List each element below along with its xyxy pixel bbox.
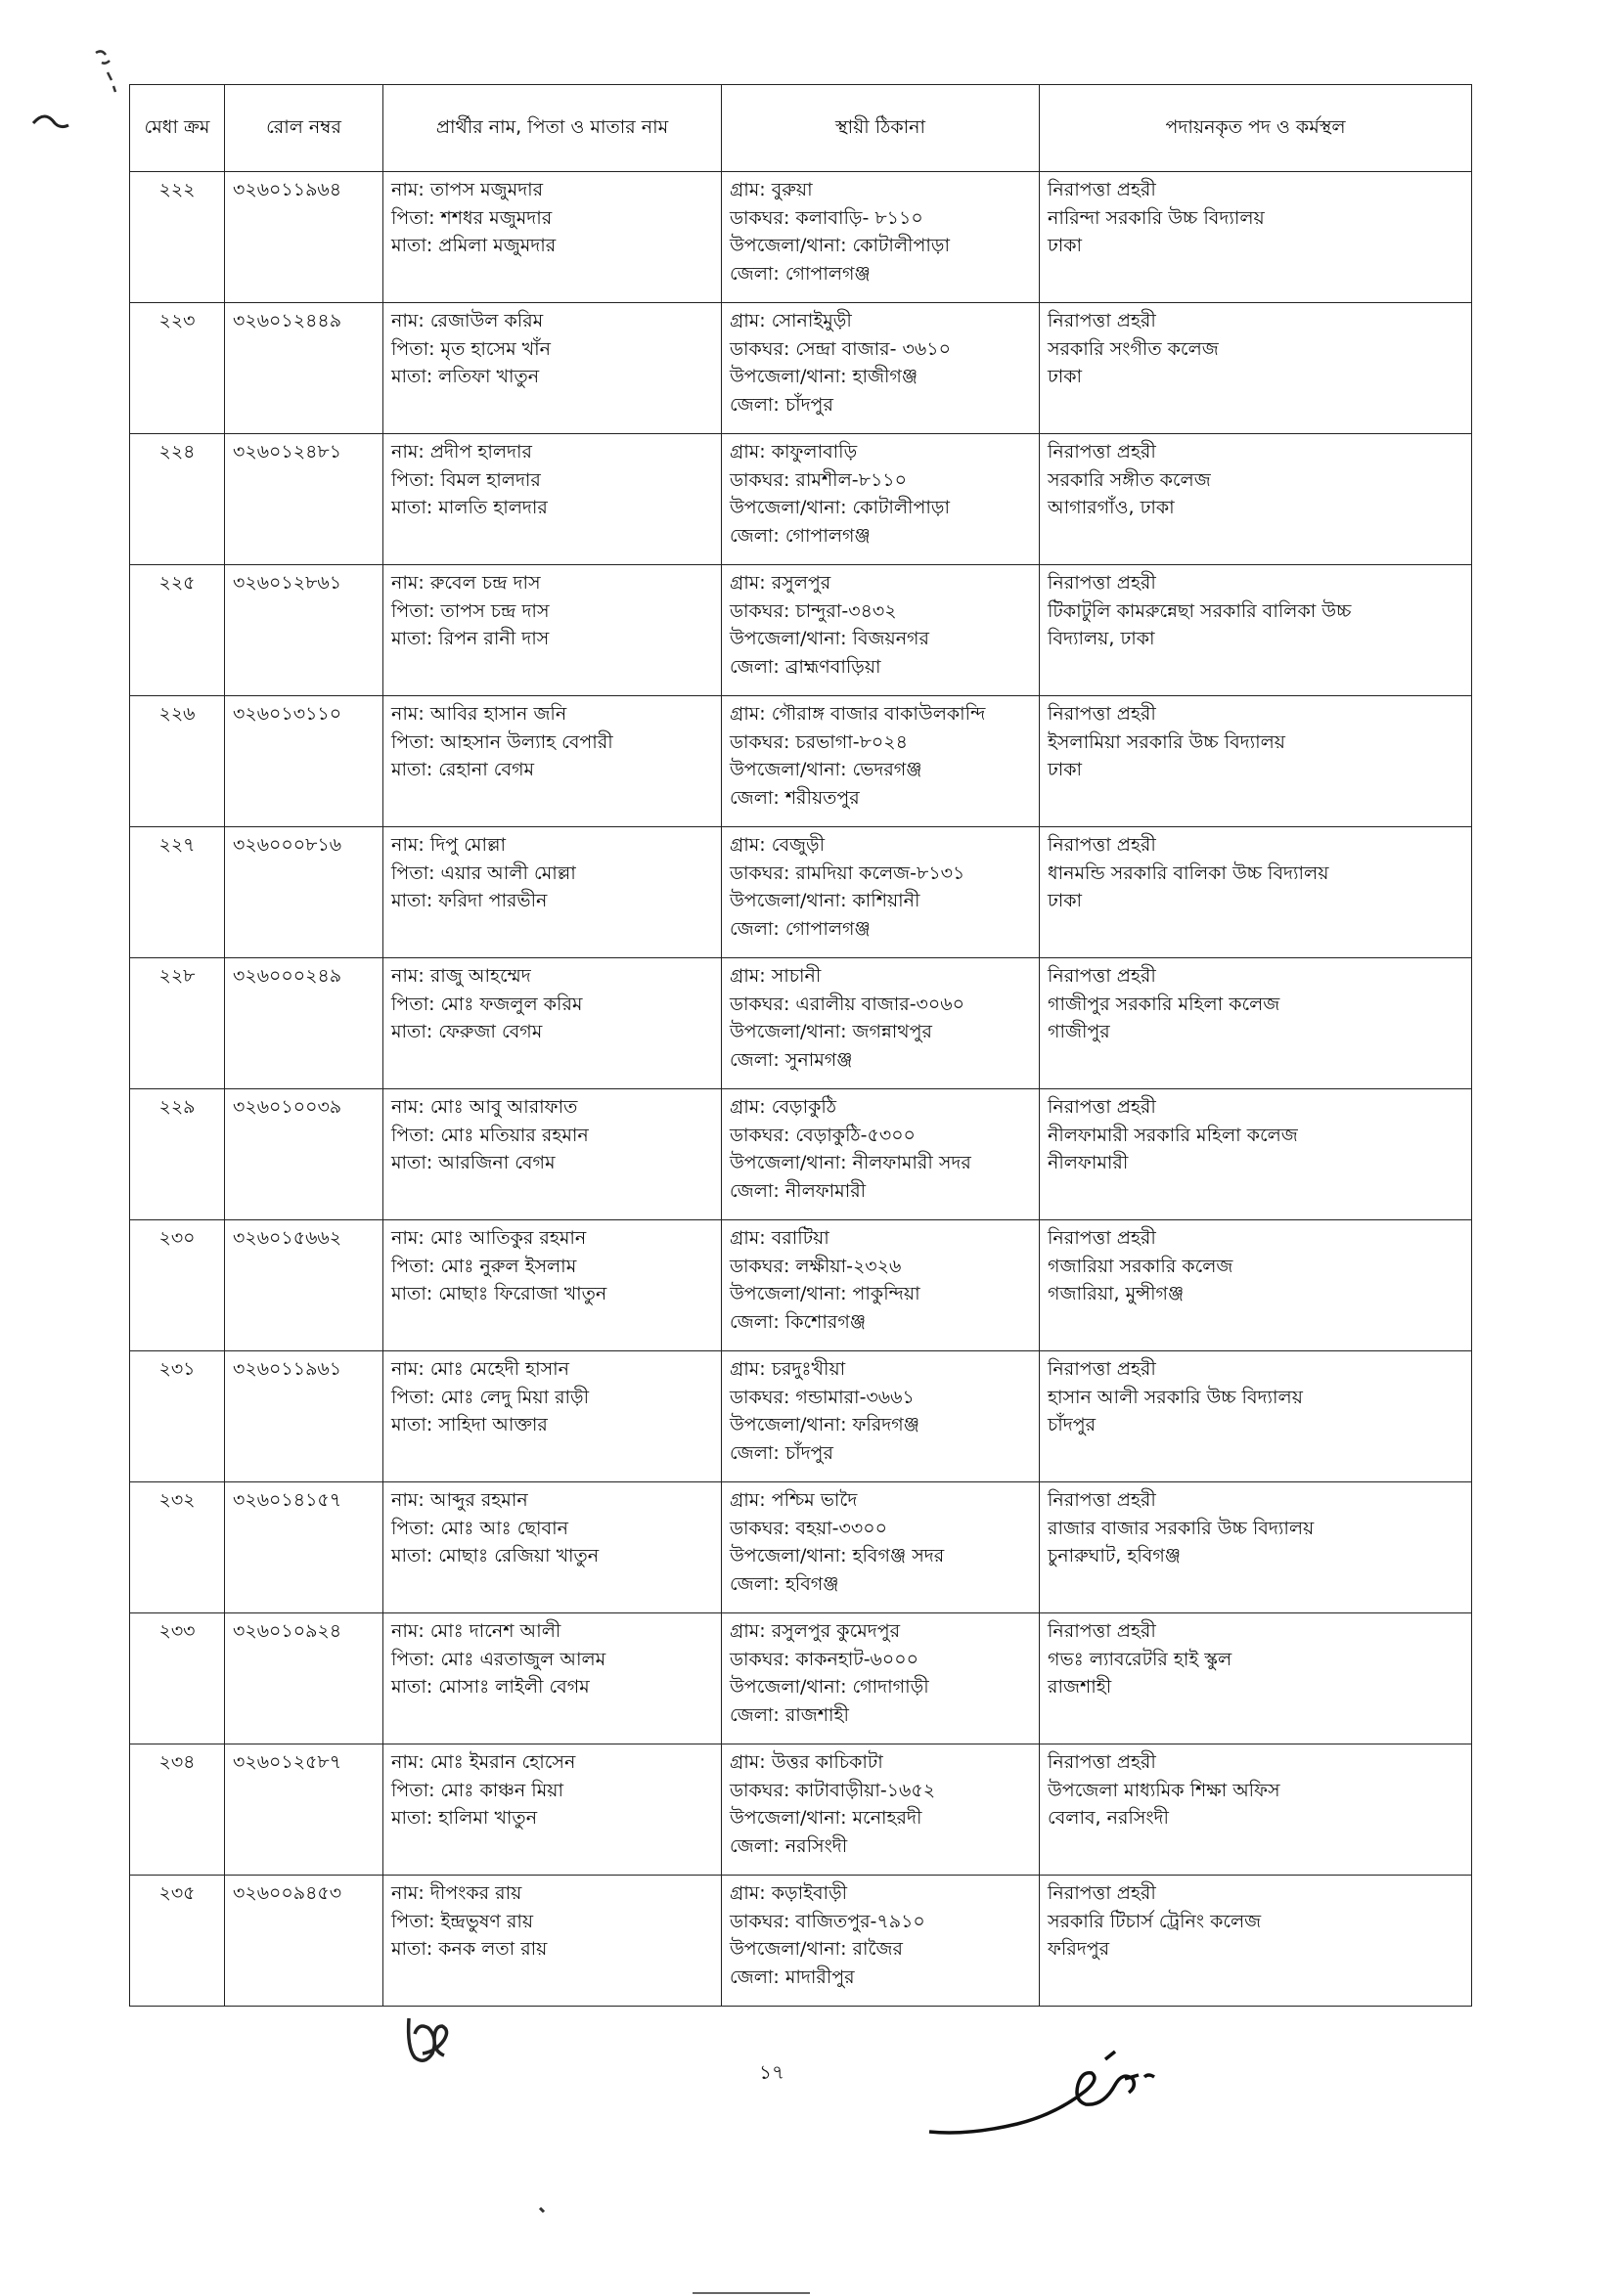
address-cell (722, 1744, 1040, 1876)
address-line: উপজেলা/থানা: কাশিয়ানী (730, 890, 920, 911)
address-cell (722, 434, 1040, 565)
posting-line: নিরাপত্তা প্রহরী (1048, 310, 1156, 331)
name-line: পিতা: তাপস চন্দ্র দাস (391, 599, 550, 622)
address-cell (722, 565, 1040, 696)
table-row (130, 1220, 1472, 1351)
address-line: গ্রাম: বুরুয়া (730, 179, 813, 200)
roll-cell: ৩২৬০১৪১৫৭ (225, 1482, 383, 1613)
table-row (130, 434, 1472, 565)
corner-handwriting-mark (96, 51, 115, 92)
address-line: ডাকঘর: লক্ষীয়া-২৩২৬ (730, 1255, 902, 1277)
posting-line: বিদ্যালয়, ঢাকা (1048, 628, 1155, 649)
address-line: ডাকঘর: রামশীল-৮১১০ (730, 468, 907, 491)
address-line: জেলা: চাঁদপুর (730, 1441, 833, 1464)
address-line: ডাকঘর: কলাবাড়ি- ৮১১০ (730, 206, 923, 229)
table-row (130, 1876, 1472, 2007)
name-line: মাতা: রিপন রানী দাস (391, 628, 550, 649)
candidate-name-cell (383, 434, 722, 565)
table-row (130, 1089, 1472, 1220)
posting-line: ঢাকা (1048, 890, 1083, 911)
page-number: ১৭ (759, 2060, 784, 2084)
initials-signature (409, 2018, 447, 2060)
name-line: নাম: আবির হাসান জনি (391, 703, 567, 725)
posting-line: গাজীপুর সরকারি মহিলা কলেজ (1048, 993, 1280, 1015)
name-line: মাতা: লতিফা খাতুন (391, 366, 540, 387)
address-line: উপজেলা/থানা: নীলফামারী সদর (730, 1152, 971, 1173)
posting-line: ফরিদপুর (1048, 1938, 1110, 1960)
candidate-name-cell (383, 696, 722, 827)
name-line: পিতা: বিমল হালদার (391, 468, 541, 491)
name-line: নাম: তাপস মজুমদার (391, 179, 544, 200)
posting-cell (1040, 958, 1472, 1089)
margin-tick-mark (33, 116, 68, 127)
address-line: জেলা: সুনামগঞ্জ (730, 1048, 853, 1071)
name-line: নাম: রাজু আহম্মেদ (391, 965, 531, 987)
posting-line: নিরাপত্তা প্রহরী (1048, 1358, 1156, 1380)
name-line: পিতা: মোঃ নুরুল ইসলাম (391, 1255, 577, 1277)
posting-line: নীলফামারী (1048, 1152, 1129, 1173)
merit-cell: ২২৯ (130, 1089, 225, 1220)
officer-signature (929, 2052, 1154, 2133)
candidate-name-cell (383, 958, 722, 1089)
address-cell (722, 1351, 1040, 1482)
posting-line: নিরাপত্তা প্রহরী (1048, 441, 1156, 463)
posting-cell (1040, 303, 1472, 434)
merit-cell: ২২৩ (130, 303, 225, 434)
name-line: মাতা: প্রমিলা মজুমদার (391, 235, 557, 256)
name-line: পিতা: মোঃ আঃ ছোবান (391, 1517, 568, 1539)
posting-line: নিরাপত্তা প্রহরী (1048, 1882, 1156, 1904)
name-line: পিতা: ইন্দ্রভুষণ রায় (391, 1910, 534, 1932)
address-line: গ্রাম: বেড়াকুঠি (730, 1096, 836, 1118)
header-posting: পদায়নকৃত পদ ও কর্মস্থল (1040, 85, 1472, 172)
address-line: উপজেলা/থানা: ফরিদগঞ্জ (730, 1414, 919, 1435)
name-line: পিতা: আহসান উল্যাহ বেপারী (391, 730, 613, 753)
candidate-name-cell (383, 1220, 722, 1351)
posting-line: বেলাব, নরসিংদী (1048, 1807, 1169, 1829)
posting-line: নিরাপত্তা প্রহরী (1048, 572, 1156, 594)
address-line: জেলা: গোপালগঞ্জ (730, 917, 871, 940)
table-row (130, 303, 1472, 434)
roll-cell: ৩২৬০১০০৩৯ (225, 1089, 383, 1220)
address-cell (722, 172, 1040, 303)
table-row (130, 1482, 1472, 1613)
posting-line: ঢাকা (1048, 235, 1083, 256)
name-line: মাতা: মোসাঃ লাইলী বেগম (391, 1676, 590, 1698)
posting-cell (1040, 696, 1472, 827)
posting-cell (1040, 434, 1472, 565)
posting-line: নিরাপত্তা প্রহরী (1048, 1489, 1156, 1511)
merit-cell: ২২৬ (130, 696, 225, 827)
name-line: মাতা: কনক লতা রায় (391, 1938, 548, 1960)
name-line: নাম: মোঃ আতিকুর রহমান (391, 1227, 587, 1249)
posting-cell (1040, 1613, 1472, 1744)
roll-cell: ৩২৬০১০৯২৪ (225, 1613, 383, 1744)
address-line: উপজেলা/থানা: হাজীগঞ্জ (730, 366, 918, 387)
posting-line: নিরাপত্তা প্রহরী (1048, 179, 1156, 200)
name-line: মাতা: সাহিদা আক্তার (391, 1414, 548, 1435)
address-line: উপজেলা/থানা: ভেদরগঞ্জ (730, 759, 922, 780)
address-line: গ্রাম: বেজুড়ী (730, 834, 826, 856)
address-line: উপজেলা/থানা: গোদাগাড়ী (730, 1676, 929, 1698)
table-row (130, 827, 1472, 958)
candidate-name-cell (383, 565, 722, 696)
posting-line: চুনারুঘাট, হবিগঞ্জ (1048, 1545, 1182, 1567)
candidate-name-cell (383, 1351, 722, 1482)
address-line: জেলা: হবিগঞ্জ (730, 1572, 839, 1595)
merit-cell: ২২৫ (130, 565, 225, 696)
posting-line: নারিন্দা সরকারি উচ্চ বিদ্যালয় (1048, 206, 1265, 229)
posting-line: গজারিয়া, মুন্সীগঞ্জ (1048, 1283, 1185, 1304)
roll-cell: ৩২৬০১২৮৬১ (225, 565, 383, 696)
posting-cell (1040, 1744, 1472, 1876)
address-cell (722, 1220, 1040, 1351)
merit-cell: ২৩২ (130, 1482, 225, 1613)
roll-cell: ৩২৬০১২৪৮১ (225, 434, 383, 565)
name-line: পিতা: এয়ার আলী মোল্লা (391, 861, 576, 884)
bottom-dot (540, 2208, 544, 2212)
posting-line: সরকারি সঙ্গীত কলেজ (1048, 468, 1211, 491)
address-line: ডাকঘর: সেন্দ্রা বাজার- ৩৬১০ (730, 337, 951, 360)
address-line: ডাকঘর: গন্ডামারা-৩৬৬১ (730, 1386, 915, 1408)
address-line: ডাকঘর: চরভাগা-৮০২৪ (730, 730, 908, 753)
address-cell (722, 958, 1040, 1089)
posting-cell (1040, 827, 1472, 958)
address-line: উপজেলা/থানা: বিজয়নগর (730, 628, 929, 649)
merit-cell: ২৩৫ (130, 1876, 225, 2007)
candidate-name-cell (383, 1744, 722, 1876)
merit-cell: ২৩৪ (130, 1744, 225, 1876)
address-line: উপজেলা/থানা: পাকুন্দিয়া (730, 1283, 920, 1304)
address-line: জেলা: ব্রাহ্মণবাড়িয়া (730, 655, 881, 678)
posting-line: নিরাপত্তা প্রহরী (1048, 1751, 1156, 1773)
table-row (130, 1351, 1472, 1482)
address-line: জেলা: চাঁদপুর (730, 393, 833, 416)
posting-cell (1040, 1089, 1472, 1220)
address-line: জেলা: শরীয়তপুর (730, 786, 860, 809)
address-cell (722, 1482, 1040, 1613)
name-line: মাতা: মালতি হালদার (391, 497, 548, 518)
address-line: জেলা: রাজশাহী (730, 1703, 849, 1726)
roll-cell: ৩২৬০০০৮১৬ (225, 827, 383, 958)
address-cell (722, 1613, 1040, 1744)
address-cell (722, 303, 1040, 434)
address-line: ডাকঘর: কাটাবাড়ীয়া-১৬৫২ (730, 1779, 936, 1801)
name-line: নাম: দিপু মোল্লা (391, 834, 506, 856)
merit-cell: ২৩০ (130, 1220, 225, 1351)
name-line: নাম: দীপংকর রায় (391, 1882, 522, 1904)
name-line: পিতা: মোঃ ফজলুল করিম (391, 993, 583, 1015)
posting-cell (1040, 1876, 1472, 2007)
header-name: প্রার্থীর নাম, পিতা ও মাতার নাম (383, 85, 722, 172)
name-line: পিতা: মোঃ লেদু মিয়া রাড়ী (391, 1386, 590, 1408)
roll-cell: ৩২৬০১১৯৬৪ (225, 172, 383, 303)
address-line: জেলা: কিশোরগঞ্জ (730, 1310, 867, 1333)
posting-line: গভঃ ল্যাবরেটরি হাই স্কুল (1048, 1648, 1232, 1670)
candidate-name-cell (383, 303, 722, 434)
address-line: ডাকঘর: রামদিয়া কলেজ-৮১৩১ (730, 861, 965, 884)
address-line: জেলা: নরসিংদী (730, 1834, 848, 1857)
merit-cell: ২২৮ (130, 958, 225, 1089)
name-line: মাতা: হালিমা খাতুন (391, 1807, 538, 1829)
address-line: ডাকঘর: বাজিতপুর-৭৯১০ (730, 1910, 925, 1932)
address-line: উপজেলা/থানা: জগন্নাথপুর (730, 1021, 932, 1042)
posting-line: চাঁদপুর (1048, 1414, 1097, 1435)
posting-line: রাজশাহী (1048, 1676, 1112, 1698)
candidate-name-cell (383, 1089, 722, 1220)
name-line: নাম: মোঃ দানেশ আলী (391, 1620, 561, 1642)
address-line: গ্রাম: উত্তর কাচিকাটা (730, 1751, 883, 1773)
table-header-row (130, 85, 1472, 172)
posting-cell (1040, 1220, 1472, 1351)
address-line: উপজেলা/থানা: মনোহরদী (730, 1807, 922, 1829)
header-address: স্থায়ী ঠিকানা (722, 85, 1040, 172)
merit-cell: ২৩১ (130, 1351, 225, 1482)
name-line: নাম: আব্দুর রহমান (391, 1489, 528, 1511)
address-line: উপজেলা/থানা: কোটালীপাড়া (730, 497, 950, 518)
posting-cell (1040, 565, 1472, 696)
name-line: পিতা: মোঃ মতিয়ার রহমান (391, 1124, 589, 1146)
posting-line: গাজীপুর (1048, 1021, 1110, 1042)
address-line: ডাকঘর: বেড়াকুঠি-৫৩০০ (730, 1124, 916, 1146)
address-line: গ্রাম: কড়াইবাড়ী (730, 1882, 848, 1904)
table-row (130, 1613, 1472, 1744)
merit-cell: ২২২ (130, 172, 225, 303)
posting-line: ইসলামিয়া সরকারি উচ্চ বিদ্যালয় (1048, 730, 1286, 753)
address-cell (722, 1876, 1040, 2007)
address-line: ডাকঘর: এরালীয় বাজার-৩০৬০ (730, 993, 964, 1015)
address-line: জেলা: নীলফামারী (730, 1179, 867, 1202)
table-row (130, 172, 1472, 303)
name-line: নাম: মোঃ আবু আরাফাত (391, 1096, 578, 1118)
name-line: মাতা: মোছাঃ রেজিয়া খাতুন (391, 1545, 600, 1567)
roll-cell: ৩২৬০১১৯৬১ (225, 1351, 383, 1482)
candidate-name-cell (383, 1613, 722, 1744)
address-line: গ্রাম: পশ্চিম ভাদৈ (730, 1489, 858, 1511)
posting-line: নিরাপত্তা প্রহরী (1048, 1620, 1156, 1642)
name-line: নাম: মোঃ ইমরান হোসেন (391, 1751, 576, 1773)
posting-line: আগারগাঁও, ঢাকা (1048, 497, 1175, 518)
address-line: জেলা: গোপালগঞ্জ (730, 262, 871, 285)
table-row (130, 696, 1472, 827)
name-line: নাম: রেজাউল করিম (391, 310, 544, 331)
name-line: মাতা: রেহানা বেগম (391, 759, 535, 780)
posting-line: সরকারি সংগীত কলেজ (1048, 337, 1219, 360)
name-line: পিতা: মোঃ এরতাজুল আলম (391, 1648, 606, 1670)
posting-line: হাসান আলী সরকারি উচ্চ বিদ্যালয় (1048, 1386, 1303, 1408)
address-line: উপজেলা/থানা: হবিগঞ্জ সদর (730, 1545, 945, 1567)
address-cell (722, 1089, 1040, 1220)
roll-cell: ৩২৬০১৫৬৬২ (225, 1220, 383, 1351)
header-roll: রোল নম্বর (225, 85, 383, 172)
name-line: মাতা: ফরিদা পারভীন (391, 890, 548, 911)
posting-line: ঢাকা (1048, 759, 1083, 780)
address-line: ডাকঘর: কাকনহাট-৬০০০ (730, 1648, 918, 1670)
address-line: গ্রাম: রসুলপুর (730, 572, 831, 594)
candidate-name-cell (383, 827, 722, 958)
posting-line: নিরাপত্তা প্রহরী (1048, 1096, 1156, 1118)
name-line: মাতা: আরজিনা বেগম (391, 1152, 556, 1173)
address-line: জেলা: মাদারীপুর (730, 1965, 855, 1988)
table-row (130, 958, 1472, 1089)
address-cell (722, 827, 1040, 958)
address-line: উপজেলা/থানা: কোটালীপাড়া (730, 235, 950, 256)
roll-cell: ৩২৬০০৯৪৫৩ (225, 1876, 383, 2007)
posting-line: রাজার বাজার সরকারি উচ্চ বিদ্যালয় (1048, 1517, 1315, 1539)
name-line: নাম: প্রদীপ হালদার (391, 441, 532, 463)
posting-line: উপজেলা মাধ্যমিক শিক্ষা অফিস (1048, 1779, 1280, 1801)
posting-line: ধানমন্ডি সরকারি বালিকা উচ্চ বিদ্যালয় (1048, 861, 1329, 884)
address-line: ডাকঘর: চান্দুরা-৩৪৩২ (730, 599, 897, 622)
address-line: গ্রাম: বরাটিয়া (730, 1227, 829, 1249)
address-line: উপজেলা/থানা: রাজৈর (730, 1938, 903, 1960)
candidate-name-cell (383, 1482, 722, 1613)
name-line: পিতা: মোঃ কাঞ্চন মিয়া (391, 1779, 563, 1801)
address-cell (722, 696, 1040, 827)
roll-cell: ৩২৬০১২৪৪৯ (225, 303, 383, 434)
posting-line: টিকাটুলি কামরুন্নেছা সরকারি বালিকা উচ্চ (1048, 599, 1352, 622)
name-line: মাতা: ফেরুজা বেগম (391, 1021, 543, 1042)
merit-cell: ২২৪ (130, 434, 225, 565)
results-table (129, 84, 1472, 2007)
address-line: গ্রাম: রসুলপুর কুমেদপুর (730, 1620, 901, 1642)
posting-line: নিরাপত্তা প্রহরী (1048, 834, 1156, 856)
posting-cell (1040, 172, 1472, 303)
posting-line: গজারিয়া সরকারি কলেজ (1048, 1255, 1233, 1277)
address-line: গ্রাম: কাফুলাবাড়ি (730, 441, 858, 463)
address-line: গ্রাম: গৌরাঙ্গ বাজার বাকাউলকান্দি (730, 703, 986, 725)
address-line: ডাকঘর: বহয়া-৩৩০০ (730, 1517, 887, 1539)
posting-cell (1040, 1351, 1472, 1482)
name-line: নাম: মোঃ মেহেদী হাসান (391, 1358, 570, 1380)
name-line: পিতা: মৃত হাসেম খাঁন (391, 337, 551, 360)
posting-cell (1040, 1482, 1472, 1613)
posting-line: নিরাপত্তা প্রহরী (1048, 965, 1156, 987)
candidate-name-cell (383, 172, 722, 303)
address-line: গ্রাম: চরদুঃখীয়া (730, 1358, 846, 1380)
name-line: মাতা: মোছাঃ ফিরোজা খাতুন (391, 1283, 607, 1304)
name-line: নাম: রুবেল চন্দ্র দাস (391, 572, 541, 594)
name-line: পিতা: শশধর মজুমদার (391, 206, 553, 229)
candidate-name-cell (383, 1876, 722, 2007)
roll-cell: ৩২৬০১২৫৮৭ (225, 1744, 383, 1876)
address-line: গ্রাম: সাচানী (730, 965, 822, 987)
address-line: জেলা: গোপালগঞ্জ (730, 524, 871, 547)
posting-line: নীলফামারী সরকারি মহিলা কলেজ (1048, 1124, 1298, 1146)
roll-cell: ৩২৬০০০২৪৯ (225, 958, 383, 1089)
merit-cell: ২২৭ (130, 827, 225, 958)
posting-line: সরকারি টিচার্স ট্রেনিং কলেজ (1048, 1910, 1262, 1932)
roll-cell: ৩২৬০১৩১১০ (225, 696, 383, 827)
table-row (130, 565, 1472, 696)
header-merit: মেধা ক্রম (130, 85, 225, 172)
posting-line: নিরাপত্তা প্রহরী (1048, 1227, 1156, 1249)
table-row (130, 1744, 1472, 1876)
merit-cell: ২৩৩ (130, 1613, 225, 1744)
posting-line: নিরাপত্তা প্রহরী (1048, 703, 1156, 725)
posting-line: ঢাকা (1048, 366, 1083, 387)
address-line: গ্রাম: সোনাইমুড়ী (730, 310, 852, 331)
